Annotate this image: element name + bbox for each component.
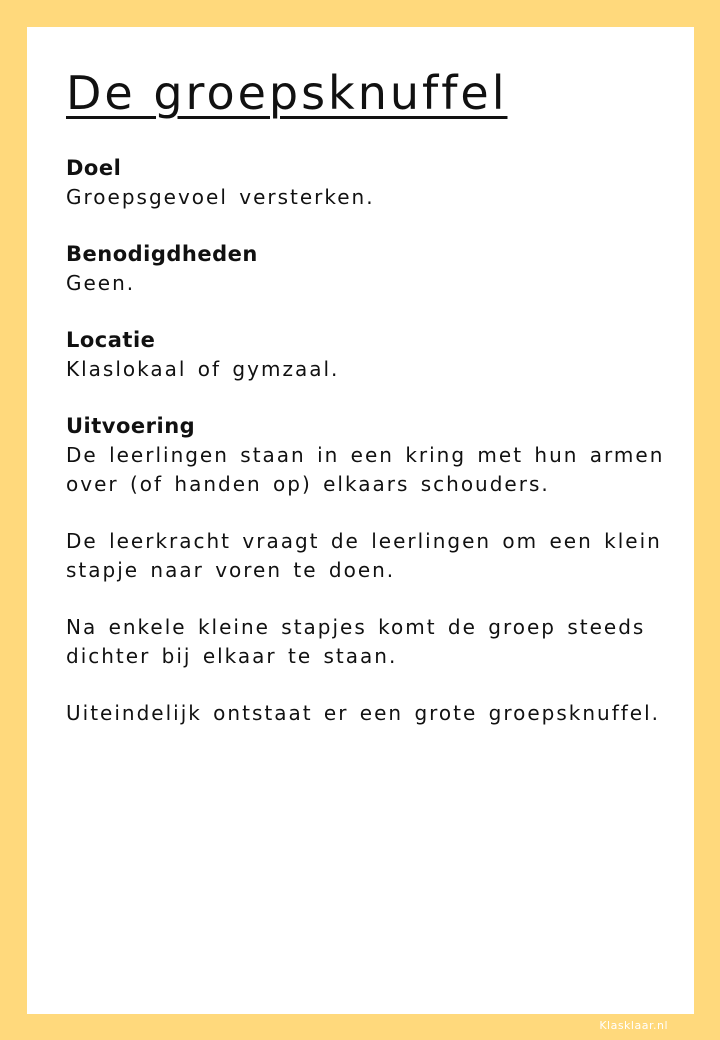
section-heading: Benodigdheden xyxy=(66,242,258,266)
section-paragraph xyxy=(66,699,666,728)
section-text xyxy=(66,183,666,212)
text-line: Na enkele kleine stapjes komt de groep steeds xyxy=(66,615,646,639)
text-line: Klaslokaal of gymzaal. xyxy=(66,357,340,381)
text-line: Groepsgevoel versterken. xyxy=(66,185,375,209)
card-content xyxy=(66,154,666,756)
section-paragraph xyxy=(66,527,666,585)
page-title: De groepsknuffel xyxy=(66,66,508,120)
section-uitvoering xyxy=(66,412,666,728)
footer-brand: Klasklaar.nl xyxy=(599,1019,668,1032)
section-heading: Uitvoering xyxy=(66,414,196,438)
text-line: De leerkracht vraagt de leerlingen om een klein xyxy=(66,529,662,553)
text-line: dichter bij elkaar te staan. xyxy=(66,644,398,668)
section-text xyxy=(66,355,666,384)
activity-card xyxy=(27,27,694,1014)
section-doel xyxy=(66,154,666,212)
section-paragraph xyxy=(66,613,666,671)
text-line: Uiteindelijk ontstaat er een grote groepsknuffel. xyxy=(66,701,661,725)
text-line: Geen. xyxy=(66,271,136,295)
text-line: stapje naar voren te doen. xyxy=(66,558,396,582)
section-heading: Locatie xyxy=(66,328,156,352)
section-benodigdheden xyxy=(66,240,666,298)
text-line: over (of handen op) elkaars schouders. xyxy=(66,472,550,496)
section-text xyxy=(66,269,666,298)
section-locatie xyxy=(66,326,666,384)
section-heading: Doel xyxy=(66,156,122,180)
text-line: De leerlingen staan in een kring met hun armen xyxy=(66,443,665,467)
section-paragraph xyxy=(66,441,666,499)
